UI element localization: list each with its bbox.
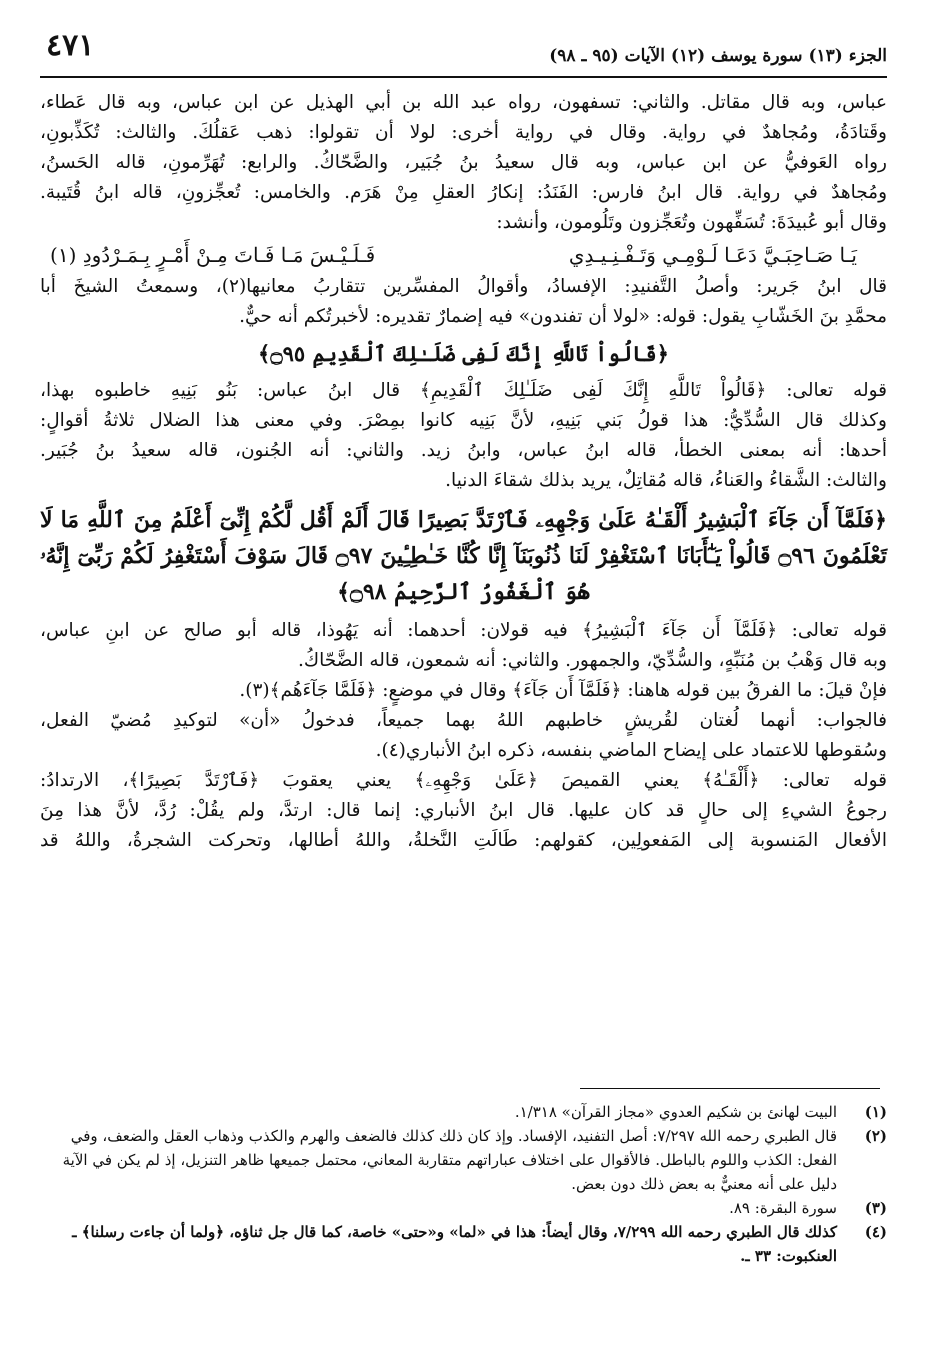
text-line: فإنْ قيلَ: ما الفرقُ بين قوله هاهنا: ﴿فَلَمَّآ أَن جَآءَ﴾ وقال في موضعٍ: ﴿فَلَمَّا جَآءَهُم﴾(٣).	[239, 680, 887, 701]
text-line: وقال أبو عُبيدَةَ: تُسَفِّهون وتُعَجِّزون وتَلُومون، وأنشد:	[496, 212, 887, 233]
text-line: وقَتادَةُ، ومُجاهدٌ في رواية. وقال في رواية أخرى: لولا أن تقولوا: ذهب عَقلُكَ. والثالث: تُكَذِّبونِ،	[40, 122, 887, 143]
text-line: رجوعُ الشيءِ إلى حالٍ قد كان عليها. قال ابنُ الأنباري: إنما قال: ارتدَّ، ولم يقُلْ: رُدَّ، لأنَّ هذا مِنَ	[40, 800, 887, 821]
footnote-number: (٢)	[864, 1127, 887, 1145]
poetry-verse	[40, 238, 887, 272]
text-line: ومُجاهدٌ في رواية. قال ابنُ فارس: الفَنَدُ: إنكارُ العقلِ مِنْ هَرَم. والخامس: تُعجِّزونِ، قاله ابنُ قُتَيبة.	[40, 182, 887, 203]
footnote-text: البيت لهانئ بن شكيم العدوي «مجاز القرآن» ١/٣١٨.	[514, 1103, 837, 1121]
footnote-text: كذلك قال الطبري رحمه الله ٧/٢٩٩، وقال أيضاً: هذا في «لما» و«حتى» خاصة، كما قال جل ثناؤه، ﴿ولما أن جاءت رسلنا﴾ ـ العنكبوت: ٣٣ ـ.	[72, 1223, 837, 1265]
text-line: قوله تعالى: ﴿فَلَمَّآ أَن جَآءَ ٱلْبَشِيرُ﴾ فيه قولان: أحدهما: أنه يَهُوذا، قاله أبو صالح عن ابنِ عباس،	[40, 620, 887, 641]
text-line: فالجواب: أنهما لُغتان لقُريشٍ خاطبهم اللهُ بهما جميعاً، فدخولُ «أن» لتوكيدِ مُضيّ الفعل،	[40, 710, 887, 731]
text-line: أحدها: أنه بمعنى الخطأ، قاله ابنُ عباس، وابنُ زيد. والثاني: أنه الجُنون، قاله سعيدُ بنُ جُبَير.	[40, 440, 887, 461]
text-line: وبه قال وَهْبُ بن مُنَبِّهٍ، والسُّدِّيّ، والجمهور. والثاني: أنه شمعون، قاله الضَّحّاكُ.	[297, 650, 887, 671]
footnotes	[40, 1100, 887, 1268]
text-line: رواه العَوفيُّ عن ابن عباس، وبه قال سعيدُ بنُ جُبَير، والضَّحّاكُ. والرابع: تُهَرِّمونِ، قاله الحَسنُ،	[40, 152, 887, 173]
quran-ayah-98-line: هُوَ ٱلْغَفُورُ ٱلرَّحِيمُ ۝٩٨﴾	[337, 579, 590, 605]
footnote	[40, 1100, 887, 1124]
footnote-text: قال الطبري رحمه الله ٧/٢٩٧: أصل التفنيد، الإفساد. وإذ كان ذلك كذلك فالضعف والهرم والكذب وذهاب العقل والضعف، وفي الفعل: الكذب واللوم بالباطل. فالأقوال على اختلاف عباراتهم متقاربة المعاني، محتمل جميعها ظاهر التنزيل، إذ لم يكن في الآية دليل على أنه معنيٌّ به بعض ذلك دون بعض.	[62, 1127, 837, 1193]
header-divider	[40, 76, 887, 78]
text-line: وسُقوطها للاعتماد على إيضاح الماضي بنفسه، ذكره ابنُ الأنباري(٤).	[375, 740, 887, 761]
running-title: الجزء (١٣) سورة يوسف (١٢) الآيات (٩٥ ـ ٩٨)	[549, 46, 887, 66]
footnote-number: (٣)	[864, 1199, 887, 1217]
poetry-second-hemistich: فَـلَـيْـسَ مَـا فَـاتَ مِـنْ أَمْـرٍ بِـمَـرْدُودِ (١)	[50, 243, 376, 267]
footnote-number: (١)	[864, 1103, 887, 1121]
text-line: محمَّدِ بنَ الخَشّابِ يقول: قوله: «لولا أن تفندون» فيه إضمارٌ تقديره: لأخبرتُكم أنه حيٌّ.	[239, 306, 887, 327]
footnote-divider	[580, 1088, 880, 1089]
footnote	[40, 1196, 887, 1220]
text-line: عباس، وبه قال مقاتل. والثاني: تسفهون، رواه عبد الله بن أبي الهذيل عن ابن عباس، وبه قال عَطاء،	[40, 92, 887, 113]
quran-ayah-97-line: تَعْلَمُونَ ۝٩٦ قَالُواْ يَـٰٓأَبَانَا ٱسْتَغْفِرْ لَنَا ذُنُوبَنَآ إِنَّا كُنَّا خَـٰطِـِٔينَ ۝٩٧ قَالَ سَوْفَ أَسْتَغْفِرُ لَكُمْ رَبِّىٓ إِنَّهُۥ	[40, 543, 887, 569]
poetry-first-hemistich: يَـا صَـاحِبَـيَّ دَعَـا لَـوْمِـي وَتَـفْـنِـيـدِي	[568, 243, 857, 267]
footnote	[40, 1124, 887, 1196]
text-line: والثالث: الشَّقاءُ والعَناءُ، قاله مُقاتِلٌ، يريد بذلك شقاءَ الدنيا.	[445, 470, 887, 491]
quran-ayah-96-line: ﴿فَلَمَّآ أَن جَآءَ ٱلْبَشِيرُ أَلْقَـٰهُ عَلَىٰ وَجْهِهِۦ فَٱرْتَدَّ بَصِيرًا قَالَ أَلَمْ أَقُل لَّكُمْ إِنِّىٓ أَعْلَمُ مِنَ ٱللَّهِ مَا لَا	[40, 507, 887, 533]
text-line: وكذلك قال السُّدِّيُّ: هذا قولُ بَني بَنِيهِ، لأنَّ بَنِيه كانوا بمِصْرَ. وفي معنى هذا الضلال ثلاثةُ أقوالٍ:	[40, 410, 887, 431]
text-line: قوله تعالى: ﴿قَالُواْ تَاللَّهِ إِنَّكَ لَفِى ضَلَـٰلِكَ ٱلْقَدِيمِ﴾ قال ابنُ عباس: بَنُو بَنِيهِ خاطبوه بهذا،	[40, 380, 887, 401]
footnote	[40, 1220, 887, 1268]
footnote-number: (٤)	[864, 1223, 887, 1241]
text-line: قوله تعالى: ﴿أَلْقَـٰهُ﴾ يعني القميصَ ﴿عَلَىٰ وَجْهِهِۦ﴾ يعني يعقوبَ ﴿فَٱرْتَدَّ بَصِيرًا﴾، الارتدادُ:	[40, 770, 887, 791]
page-number: ٤٧١	[46, 28, 95, 63]
quran-ayah-95: ﴿قَالُواْ تَاللَّهِ إِنَّكَ لَفِى ضَلَـٰلِكَ ٱلْقَدِيمِ ۝٩٥﴾	[258, 341, 669, 366]
footnote-text: سورة البقرة: ٨٩.	[729, 1199, 837, 1217]
page-header	[40, 28, 887, 70]
main-text	[40, 88, 887, 856]
text-line: الأفعال المَنسوبة إلى المَفعولِين، كقولهم: طَالَتِ النَّخلةُ، واللهُ أطالها، وتحركت الشجرةُ، واللهُ قد	[40, 830, 887, 851]
text-line: قال ابنُ جَرير: وأصلُ التَّفنيدِ: الإفسادُ، وأقوالُ المفسِّرين تتقاربُ معانيها(٢)، وسمعتُ الشيخَ أبا	[40, 276, 888, 297]
